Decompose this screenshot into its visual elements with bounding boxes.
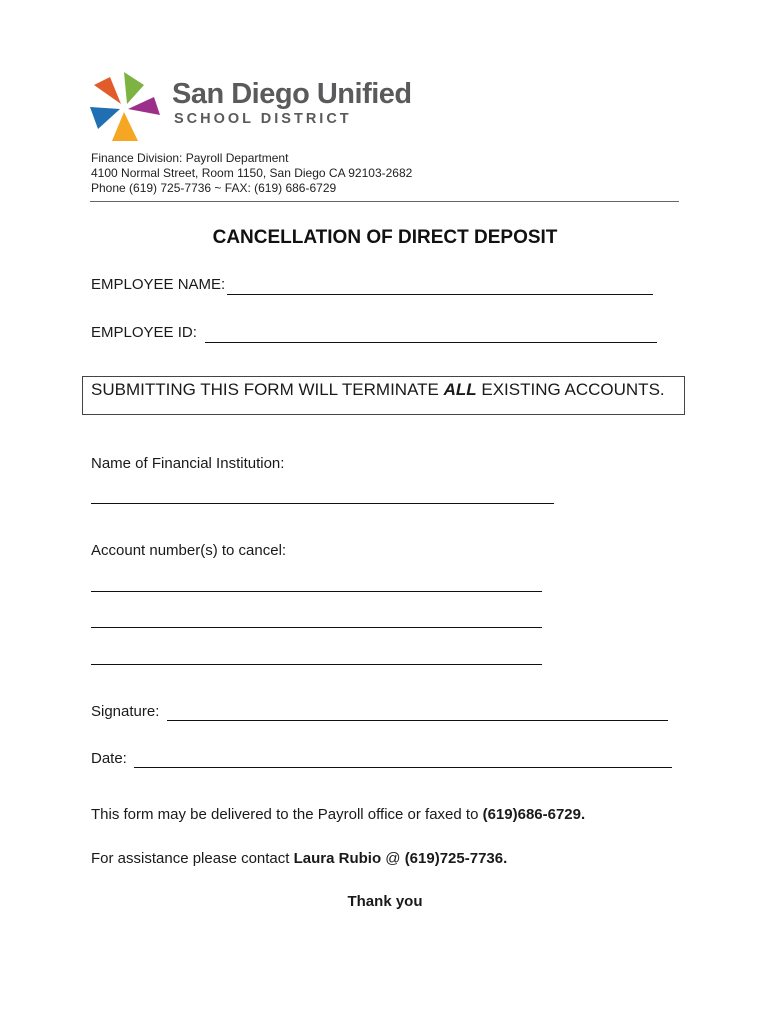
date-label: Date: [91, 750, 127, 767]
department-info [91, 151, 412, 196]
accounts-label: Account number(s) to cancel: [91, 542, 287, 559]
signature-label: Signature: [91, 703, 160, 720]
employee-id-label: EMPLOYEE ID: [91, 324, 197, 341]
logo-subtitle: SCHOOL DISTRICT [174, 111, 352, 127]
fax-number: (619)686-6729. [482, 806, 586, 823]
phone-line: Phone (619) 725-7736 ~ FAX: (619) 686-6729 [91, 181, 337, 195]
employee-name-label: EMPLOYEE NAME: [91, 276, 226, 293]
signature-line[interactable] [167, 720, 668, 721]
logo-name: San Diego Unified [172, 78, 412, 110]
form-title: CANCELLATION OF DIRECT DEPOSIT [212, 227, 558, 248]
notice-text: SUBMITTING THIS FORM WILL TERMINATE ALL EXISTING ACCOUNTS. [91, 380, 665, 399]
delivery-note: This form may be delivered to the Payroll office or faxed to (619)686-6729. [91, 806, 586, 823]
thank-you: Thank you [347, 893, 423, 910]
assistance-note: For assistance please contact Laura Rubio @ (619)725-7736. [91, 850, 508, 867]
employee-name-line[interactable] [227, 294, 653, 295]
contact-phone: (619)725-7736. [404, 850, 508, 867]
date-line[interactable] [134, 767, 672, 768]
institution-line[interactable] [91, 503, 554, 504]
account-line-3[interactable] [91, 664, 542, 665]
header-divider [90, 201, 679, 202]
department-line: Finance Division: Payroll Department [91, 151, 289, 165]
account-line-1[interactable] [91, 591, 542, 592]
institution-label: Name of Financial Institution: [91, 455, 285, 472]
notice-emphasis: ALL [443, 380, 477, 399]
account-line-2[interactable] [91, 627, 542, 628]
contact-name: Laura Rubio [293, 850, 382, 867]
employee-id-line[interactable] [205, 342, 657, 343]
address-line: 4100 Normal Street, Room 1150, San Diego CA 92103-2682 [91, 166, 413, 180]
